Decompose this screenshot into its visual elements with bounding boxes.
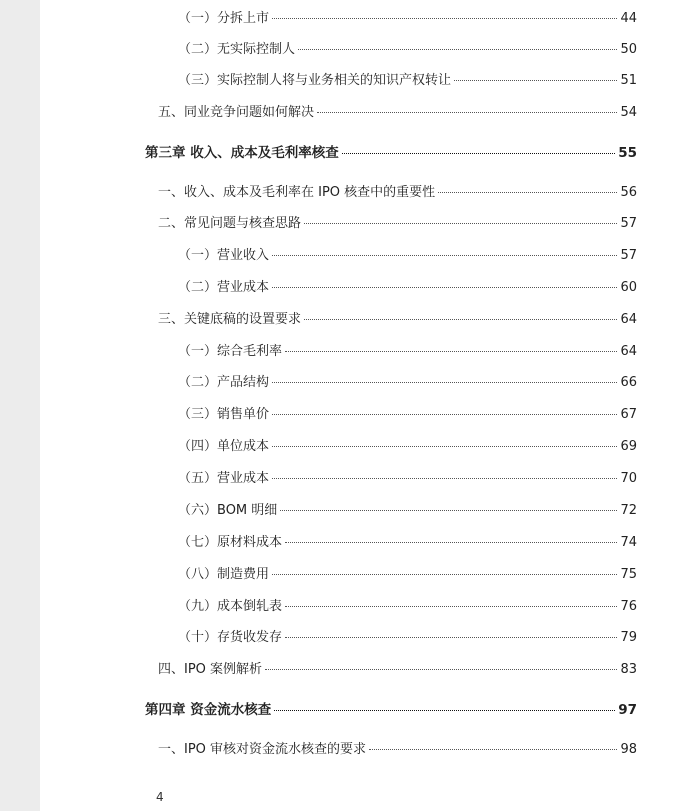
- toc-entry: [158, 311, 637, 329]
- toc-entry: [178, 41, 637, 59]
- toc-entry-page: 69: [620, 439, 637, 454]
- toc-entry-label: （一）综合毛利率: [178, 344, 283, 359]
- toc-entry-page: 60: [620, 280, 637, 295]
- toc-entry-label: （六）BOM 明细: [178, 503, 278, 518]
- dot-leader: [317, 112, 617, 113]
- toc-entry-label: 四、IPO 案例解析: [158, 662, 263, 677]
- dot-leader: [272, 18, 617, 19]
- toc-entry: [178, 247, 637, 265]
- toc-entry-page: 50: [620, 42, 637, 57]
- dot-leader: [438, 192, 617, 193]
- table-of-contents: [40, 0, 683, 811]
- toc-entry: [178, 279, 637, 297]
- dot-leader: [272, 574, 617, 575]
- toc-entry: [178, 534, 637, 552]
- dot-leader: [272, 287, 617, 288]
- toc-entry-label: （二）产品结构: [178, 375, 270, 390]
- toc-entry-label: （一）营业收入: [178, 248, 270, 263]
- toc-entry: [178, 598, 637, 616]
- toc-entry-page: 98: [620, 742, 637, 757]
- dot-leader: [298, 49, 617, 50]
- toc-entry-page: 66: [620, 375, 637, 390]
- toc-entry-label: 第四章 资金流水核查: [145, 702, 272, 718]
- toc-entry-label: 第三章 收入、成本及毛利率核查: [145, 145, 339, 161]
- toc-entry: [158, 741, 637, 759]
- dot-leader: [285, 637, 617, 638]
- toc-entry: [158, 104, 637, 122]
- toc-entry: [178, 566, 637, 584]
- toc-entry-page: 57: [620, 216, 637, 231]
- toc-entry-label: （二）无实际控制人: [178, 42, 296, 57]
- toc-entry-label: （四）单位成本: [178, 439, 270, 454]
- dot-leader: [285, 542, 617, 543]
- toc-chapter-entry: [145, 701, 637, 719]
- toc-entry-page: 76: [620, 599, 637, 614]
- page-number: 4: [156, 790, 164, 804]
- toc-entry: [178, 72, 637, 90]
- dot-leader: [304, 223, 617, 224]
- dot-leader: [369, 749, 617, 750]
- toc-entry: [178, 502, 637, 520]
- dot-leader: [274, 710, 615, 711]
- toc-entry: [178, 470, 637, 488]
- toc-entry-label: （一）分拆上市: [178, 11, 270, 26]
- toc-entry-label: （五）营业成本: [178, 471, 270, 486]
- dot-leader: [272, 255, 617, 256]
- toc-entry: [178, 10, 637, 28]
- dot-leader: [342, 153, 616, 154]
- toc-entry-page: 97: [618, 702, 637, 718]
- toc-entry-page: 70: [620, 471, 637, 486]
- toc-entry: [178, 438, 637, 456]
- toc-entry-label: （九）成本倒轧表: [178, 599, 283, 614]
- toc-entry-page: 44: [620, 11, 637, 26]
- document-page: [40, 0, 683, 811]
- toc-entry-label: （八）制造费用: [178, 567, 270, 582]
- dot-leader: [272, 414, 617, 415]
- toc-entry: [178, 629, 637, 647]
- dot-leader: [272, 446, 617, 447]
- toc-entry: [158, 661, 637, 679]
- toc-entry-label: 二、常见问题与核查思路: [158, 216, 302, 231]
- toc-entry-page: 75: [620, 567, 637, 582]
- toc-entry-label: 一、IPO 审核对资金流水核查的要求: [158, 742, 367, 757]
- dot-leader: [280, 510, 617, 511]
- toc-entry-page: 72: [620, 503, 637, 518]
- toc-entry-page: 57: [620, 248, 637, 263]
- toc-chapter-entry: [145, 144, 637, 162]
- toc-entry-page: 64: [620, 312, 637, 327]
- toc-entry-page: 74: [620, 535, 637, 550]
- toc-entry-page: 67: [620, 407, 637, 422]
- dot-leader: [265, 669, 617, 670]
- dot-leader: [454, 80, 617, 81]
- toc-entry-label: 五、同业竞争问题如何解决: [158, 105, 315, 120]
- toc-entry-page: 56: [620, 185, 637, 200]
- toc-entry-page: 54: [620, 105, 637, 120]
- toc-entry-page: 79: [620, 630, 637, 645]
- toc-entry-label: 三、关键底稿的设置要求: [158, 312, 302, 327]
- dot-leader: [285, 606, 617, 607]
- dot-leader: [272, 478, 617, 479]
- toc-entry: [178, 343, 637, 361]
- toc-entry: [178, 374, 637, 392]
- toc-entry: [178, 406, 637, 424]
- toc-entry: [158, 184, 637, 202]
- toc-entry-label: （七）原材料成本: [178, 535, 283, 550]
- dot-leader: [304, 319, 617, 320]
- toc-entry-page: 83: [620, 662, 637, 677]
- toc-entry-label: （三）实际控制人将与业务相关的知识产权转让: [178, 73, 452, 88]
- toc-entry-label: 一、收入、成本及毛利率在 IPO 核查中的重要性: [158, 185, 436, 200]
- toc-entry-page: 51: [620, 73, 637, 88]
- toc-entry-page: 55: [618, 145, 637, 161]
- toc-entry-label: （三）销售单价: [178, 407, 270, 422]
- toc-entry: [158, 215, 637, 233]
- toc-entry-label: （十）存货收发存: [178, 630, 283, 645]
- dot-leader: [272, 382, 617, 383]
- toc-entry-page: 64: [620, 344, 637, 359]
- dot-leader: [285, 351, 617, 352]
- toc-entry-label: （二）营业成本: [178, 280, 270, 295]
